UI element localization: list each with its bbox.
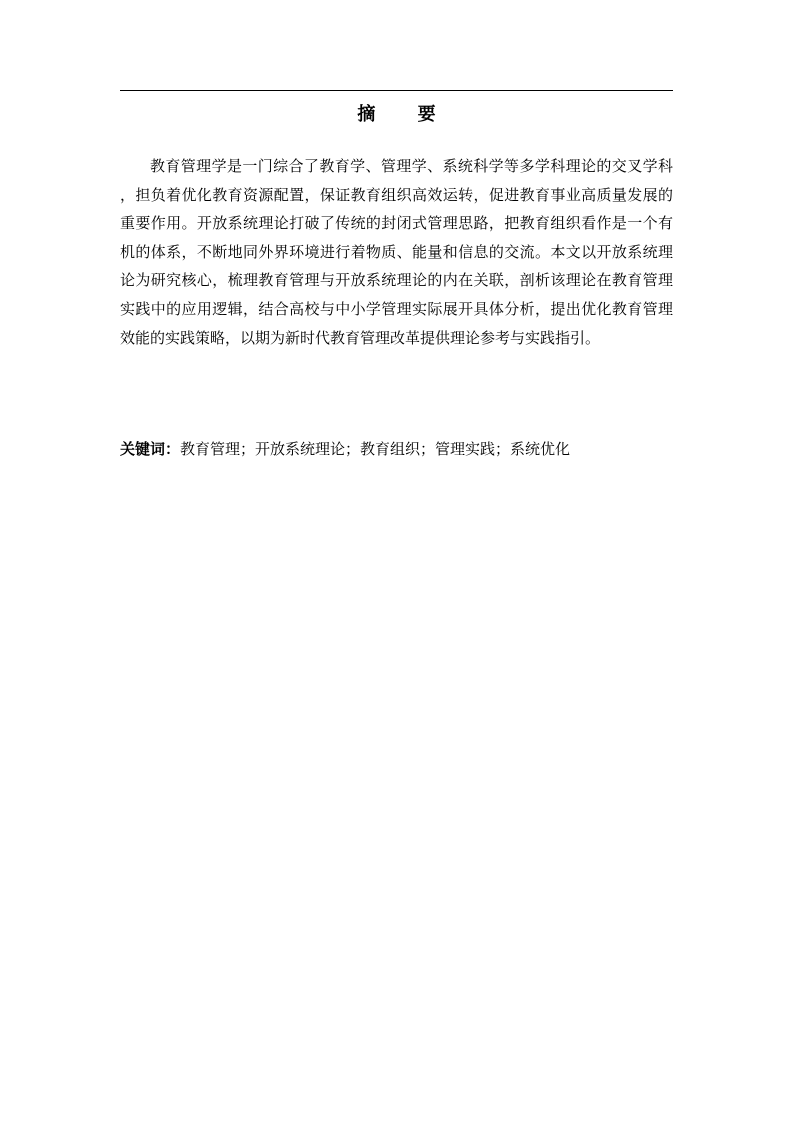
keywords-line (120, 436, 673, 462)
abstract-body: 教育管理学是一门综合了教育学、管理学、系统科学等多学科理论的交叉学科，担负着优化教育资源配置，保证教育组织高效运转，促进教育事业高质量发展的重要作用。开放系统理论打破了传统的封闭式管理思路，把教育组织看作是一个有机的体系，不断地同外界环境进行着物质、能量和信息的交流。本文以开放系统理论为研究核心，梳理教育管理与开放系统理论的内在关联，剖析该理论在教育管理实践中的应用逻辑，结合高校与中小学管理实际展开具体分析，提出优化教育管理效能的实践策略，以期为新时代教育管理改革提供理论参考与实践指引。 (120, 157, 673, 347)
keywords-list: 教育管理；开放系统理论；教育组织；管理实践；系统优化 (180, 440, 571, 458)
header-rule (120, 90, 673, 91)
abstract-title: 摘 要 (357, 104, 454, 125)
keywords-label: 关键词： (120, 440, 181, 458)
